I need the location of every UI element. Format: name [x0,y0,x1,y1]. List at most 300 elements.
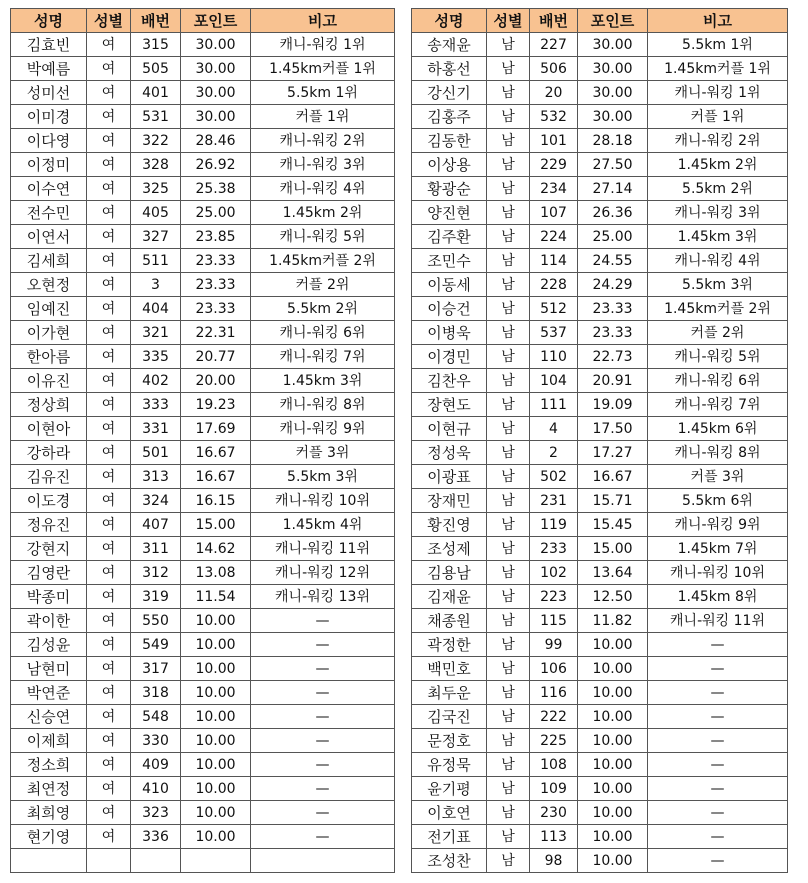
table-row [412,585,788,609]
gender-cell: 남 [487,441,530,465]
bib-cell: 98 [530,849,578,873]
points-cell: 10.00 [578,633,648,657]
bib-cell: 2 [530,441,578,465]
bib-cell: 532 [530,105,578,129]
name-cell: 이제희 [11,729,87,753]
remarks-cell: 캐니-워킹 11위 [251,537,395,561]
gender-cell: 남 [487,177,530,201]
remarks-cell: — [251,825,395,849]
bib-cell: 99 [530,633,578,657]
remarks-cell: 캐니-워킹 4위 [648,249,788,273]
bib-cell: 20 [530,81,578,105]
table-row [11,273,395,297]
name-cell: 이수연 [11,177,87,201]
table-row [11,633,395,657]
table-row [11,225,395,249]
gender-cell: 여 [87,633,131,657]
bib-cell [131,849,181,873]
remarks-cell: 커플 3위 [648,465,788,489]
bib-cell: 109 [530,777,578,801]
name-cell: 오현정 [11,273,87,297]
points-cell: 27.14 [578,177,648,201]
points-cell: 10.00 [578,657,648,681]
points-cell: 10.00 [578,825,648,849]
table-row [11,57,395,81]
points-cell: 10.00 [578,681,648,705]
bib-cell: 113 [530,825,578,849]
header-bib: 배번 [530,9,578,33]
name-cell: 이다영 [11,129,87,153]
name-cell: 이승건 [412,297,487,321]
table-row [11,441,395,465]
name-cell: 최연정 [11,777,87,801]
points-cell: 26.92 [181,153,251,177]
remarks-cell: 커플 3위 [251,441,395,465]
table-row [11,33,395,57]
gender-cell: 여 [87,129,131,153]
header-name: 성명 [11,9,87,33]
points-cell: 12.50 [578,585,648,609]
points-cell: 13.08 [181,561,251,585]
bib-cell: 335 [131,345,181,369]
remarks-cell: 5.5km 1위 [251,81,395,105]
name-cell: 이경민 [412,345,487,369]
bib-cell: 511 [131,249,181,273]
remarks-cell: — [648,681,788,705]
points-cell: 19.23 [181,393,251,417]
remarks-cell: 1.45km 3위 [251,369,395,393]
name-cell: 백민호 [412,657,487,681]
points-cell: 28.18 [578,129,648,153]
name-cell: 신승연 [11,705,87,729]
remarks-cell: 1.45km커플 2위 [648,297,788,321]
remarks-cell: 캐니-워킹 3위 [251,153,395,177]
bib-cell: 325 [131,177,181,201]
name-cell: 임예진 [11,297,87,321]
points-cell: 26.36 [578,201,648,225]
bib-cell: 234 [530,177,578,201]
table-row [11,561,395,585]
table-row [11,801,395,825]
gender-cell: 여 [87,225,131,249]
remarks-cell: 캐니-워킹 6위 [648,369,788,393]
header-gender: 성별 [87,9,131,33]
points-cell: 10.00 [181,753,251,777]
gender-cell: 남 [487,417,530,441]
name-cell: 강신기 [412,81,487,105]
name-cell: 김세희 [11,249,87,273]
bib-cell: 531 [131,105,181,129]
gender-cell: 여 [87,249,131,273]
table-row [11,681,395,705]
name-cell: 김재윤 [412,585,487,609]
name-cell: 강하라 [11,441,87,465]
table-row [11,705,395,729]
header-bib: 배번 [131,9,181,33]
gender-cell: 여 [87,561,131,585]
bib-cell: 231 [530,489,578,513]
points-cell: 16.67 [181,441,251,465]
name-cell: 윤기평 [412,777,487,801]
gender-cell: 남 [487,585,530,609]
table-row [412,513,788,537]
points-cell: 15.71 [578,489,648,513]
remarks-cell: 캐니-워킹 8위 [251,393,395,417]
bib-cell: 313 [131,465,181,489]
name-cell: 강현지 [11,537,87,561]
remarks-cell [251,849,395,873]
gender-cell: 여 [87,57,131,81]
bib-cell: 333 [131,393,181,417]
remarks-cell: — [648,753,788,777]
table-row [11,369,395,393]
name-cell: 장현도 [412,393,487,417]
gender-cell: 남 [487,801,530,825]
bib-cell: 223 [530,585,578,609]
name-cell: 박종미 [11,585,87,609]
name-cell: 이연서 [11,225,87,249]
points-cell: 23.33 [181,249,251,273]
name-cell: 장재민 [412,489,487,513]
table-row [412,609,788,633]
gender-cell: 남 [487,753,530,777]
remarks-cell: 캐니-워킹 1위 [648,81,788,105]
gender-cell: 여 [87,537,131,561]
gender-cell: 여 [87,369,131,393]
remarks-cell: — [648,801,788,825]
table-row [412,705,788,729]
remarks-cell: — [251,729,395,753]
remarks-cell: 캐니-워킹 5위 [648,345,788,369]
bib-cell: 409 [131,753,181,777]
name-cell: 곽정한 [412,633,487,657]
points-cell: 30.00 [578,57,648,81]
table-row [412,177,788,201]
table-row [11,129,395,153]
gender-cell: 여 [87,705,131,729]
table-row [412,489,788,513]
remarks-cell: — [251,609,395,633]
bib-cell: 111 [530,393,578,417]
bib-cell: 224 [530,225,578,249]
gender-cell: 남 [487,345,530,369]
remarks-cell: 캐니-워킹 1위 [251,33,395,57]
gender-cell: 여 [87,657,131,681]
remarks-cell: — [251,681,395,705]
name-cell: 김유진 [11,465,87,489]
remarks-cell: 캐니-워킹 6위 [251,321,395,345]
points-cell: 11.82 [578,609,648,633]
name-cell: 양진현 [412,201,487,225]
bib-cell: 312 [131,561,181,585]
bib-cell: 317 [131,657,181,681]
points-cell: 30.00 [578,33,648,57]
remarks-cell: 캐니-워킹 11위 [648,609,788,633]
points-cell: 25.00 [181,201,251,225]
name-cell: 전기표 [412,825,487,849]
points-cell: 20.00 [181,369,251,393]
gender-cell: 남 [487,321,530,345]
gender-cell: 여 [87,345,131,369]
gender-cell: 남 [487,705,530,729]
gender-cell: 남 [487,825,530,849]
bib-cell: 402 [131,369,181,393]
gender-cell: 남 [487,609,530,633]
remarks-cell: 캐니-워킹 9위 [251,417,395,441]
gender-cell [87,849,131,873]
gender-cell: 남 [487,369,530,393]
name-cell: 남현미 [11,657,87,681]
name-cell: 김홍주 [412,105,487,129]
name-cell: 현기영 [11,825,87,849]
table-row [11,849,395,873]
name-cell [11,849,87,873]
table-row [412,81,788,105]
name-cell: 김성윤 [11,633,87,657]
bib-cell: 404 [131,297,181,321]
table-row [412,561,788,585]
remarks-cell: 캐니-워킹 5위 [251,225,395,249]
table-row [412,681,788,705]
header-points: 포인트 [578,9,648,33]
remarks-cell: 1.45km 2위 [648,153,788,177]
remarks-cell: 1.45km 2위 [251,201,395,225]
bib-cell: 225 [530,729,578,753]
bib-cell: 104 [530,369,578,393]
points-cell: 24.55 [578,249,648,273]
remarks-cell: 5.5km 2위 [251,297,395,321]
gender-cell: 남 [487,201,530,225]
points-cell: 23.33 [578,321,648,345]
name-cell: 김주환 [412,225,487,249]
remarks-cell: — [251,777,395,801]
remarks-cell: 커플 1위 [251,105,395,129]
table-row [412,633,788,657]
remarks-cell: 1.45km 8위 [648,585,788,609]
remarks-cell: 1.45km커플 2위 [251,249,395,273]
name-cell: 박예름 [11,57,87,81]
points-cell: 16.67 [578,465,648,489]
table-row [11,153,395,177]
remarks-cell: 1.45km 7위 [648,537,788,561]
remarks-cell: 1.45km 3위 [648,225,788,249]
name-cell: 이미경 [11,105,87,129]
table-row [11,249,395,273]
remarks-cell: 커플 2위 [648,321,788,345]
gender-cell: 남 [487,777,530,801]
bib-cell: 331 [131,417,181,441]
remarks-cell: — [648,849,788,873]
table-row [412,33,788,57]
gender-cell: 여 [87,153,131,177]
table-row [11,777,395,801]
bib-cell: 106 [530,657,578,681]
table-row [412,345,788,369]
table-row [11,345,395,369]
remarks-cell: 5.5km 3위 [648,273,788,297]
remarks-cell: 1.45km 6위 [648,417,788,441]
remarks-cell: 1.45km커플 1위 [251,57,395,81]
gender-cell: 여 [87,177,131,201]
male-ranking-table [411,8,788,873]
bib-cell: 102 [530,561,578,585]
points-cell: 15.45 [578,513,648,537]
remarks-cell: — [251,657,395,681]
points-cell: 13.64 [578,561,648,585]
points-cell: 10.00 [578,777,648,801]
table-row [412,153,788,177]
points-cell: 14.62 [181,537,251,561]
remarks-cell: — [251,801,395,825]
points-cell: 10.00 [181,705,251,729]
bib-cell: 321 [131,321,181,345]
gender-cell: 남 [487,273,530,297]
remarks-cell: 캐니-워킹 13위 [251,585,395,609]
name-cell: 이현아 [11,417,87,441]
remarks-cell: 커플 1위 [648,105,788,129]
name-cell: 채종원 [412,609,487,633]
gender-cell: 여 [87,825,131,849]
name-cell: 최두운 [412,681,487,705]
bib-cell: 323 [131,801,181,825]
remarks-cell: 캐니-워킹 10위 [251,489,395,513]
bib-cell: 115 [530,609,578,633]
gender-cell: 남 [487,489,530,513]
bib-cell: 501 [131,441,181,465]
table-row [412,849,788,873]
table-row [412,753,788,777]
bib-cell: 107 [530,201,578,225]
table-row [412,729,788,753]
gender-cell: 여 [87,801,131,825]
name-cell: 이가현 [11,321,87,345]
table-row [412,225,788,249]
header-row [11,9,395,33]
points-cell: 10.00 [181,633,251,657]
remarks-cell: 캐니-워킹 4위 [251,177,395,201]
table-row [11,177,395,201]
points-cell: 10.00 [181,777,251,801]
table-row [11,489,395,513]
gender-cell: 여 [87,681,131,705]
header-gender: 성별 [487,9,530,33]
table-row [11,585,395,609]
bib-cell: 322 [131,129,181,153]
table-row [412,417,788,441]
name-cell: 송재윤 [412,33,487,57]
points-cell: 23.33 [578,297,648,321]
points-cell: 10.00 [181,729,251,753]
bib-cell: 101 [530,129,578,153]
name-cell: 유정묵 [412,753,487,777]
points-cell: 17.50 [578,417,648,441]
bib-cell: 318 [131,681,181,705]
gender-cell: 남 [487,393,530,417]
bib-cell: 336 [131,825,181,849]
table-row [11,513,395,537]
points-cell: 10.00 [578,801,648,825]
remarks-cell: 5.5km 3위 [251,465,395,489]
table-row [412,657,788,681]
gender-cell: 여 [87,729,131,753]
bib-cell: 405 [131,201,181,225]
points-cell: 19.09 [578,393,648,417]
name-cell: 하홍선 [412,57,487,81]
remarks-cell: 캐니-워킹 7위 [648,393,788,417]
table-row [412,249,788,273]
bib-cell: 4 [530,417,578,441]
points-cell: 23.33 [181,297,251,321]
points-cell: 27.50 [578,153,648,177]
name-cell: 황광순 [412,177,487,201]
bib-cell: 315 [131,33,181,57]
remarks-cell: — [648,729,788,753]
name-cell: 곽이한 [11,609,87,633]
remarks-cell: — [648,657,788,681]
remarks-cell: 5.5km 2위 [648,177,788,201]
name-cell: 조성찬 [412,849,487,873]
gender-cell: 남 [487,681,530,705]
gender-cell: 남 [487,225,530,249]
name-cell: 정상희 [11,393,87,417]
remarks-cell: 1.45km 4위 [251,513,395,537]
remarks-cell: 캐니-워킹 9위 [648,513,788,537]
name-cell: 이동세 [412,273,487,297]
gender-cell: 남 [487,729,530,753]
remarks-cell: — [648,825,788,849]
table-row [11,537,395,561]
bib-cell: 505 [131,57,181,81]
table-row [11,81,395,105]
points-cell: 15.00 [578,537,648,561]
points-cell: 22.31 [181,321,251,345]
gender-cell: 남 [487,105,530,129]
bib-cell: 108 [530,753,578,777]
bib-cell: 549 [131,633,181,657]
table-row [412,105,788,129]
remarks-cell: 캐니-워킹 2위 [648,129,788,153]
points-cell: 10.00 [578,705,648,729]
points-cell: 30.00 [578,81,648,105]
remarks-cell: 캐니-워킹 12위 [251,561,395,585]
name-cell: 이도경 [11,489,87,513]
bib-cell: 506 [530,57,578,81]
name-cell: 성미선 [11,81,87,105]
bib-cell: 3 [131,273,181,297]
name-cell: 이호연 [412,801,487,825]
bib-cell: 548 [131,705,181,729]
table-row [11,321,395,345]
name-cell: 문정호 [412,729,487,753]
table-row [412,273,788,297]
name-cell: 김동한 [412,129,487,153]
table-row [412,441,788,465]
gender-cell: 남 [487,513,530,537]
table-row [11,825,395,849]
table-row [11,105,395,129]
points-cell: 23.33 [181,273,251,297]
points-cell: 16.15 [181,489,251,513]
points-cell: 22.73 [578,345,648,369]
remarks-cell: — [648,633,788,657]
gender-cell: 여 [87,297,131,321]
table-row [412,777,788,801]
points-cell: 10.00 [181,825,251,849]
header-row [412,9,788,33]
bib-cell: 512 [530,297,578,321]
gender-cell: 여 [87,489,131,513]
gender-cell: 여 [87,33,131,57]
